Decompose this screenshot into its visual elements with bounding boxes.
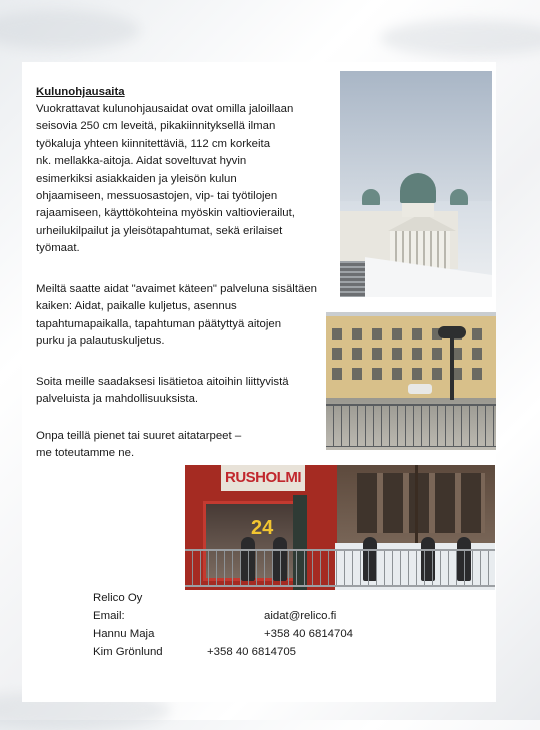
text-line: purku ja palautuskuljetus. [36,335,165,348]
paragraph-contact-prompt [36,374,289,409]
text-line: seisovia 250 cm leveitä, pikakiinnityksellä ilman [36,120,276,133]
text-line: ohjaamiseen, messuosastojen, vip- tai työtilojen [36,190,278,203]
company-name: Relico Oy [93,592,143,604]
text-line: Vuokrattavat kulunohjausaidat ovat omilla jaloillaan [36,103,294,115]
paragraph-closing [36,428,241,463]
section-title: Kulunohjausaita [36,86,125,98]
text-line: esimerkiksi asiakkaiden ja yleisön kulun [36,172,237,185]
email-address[interactable]: aidat@relico.fi [264,610,337,622]
storefront-photo [185,465,495,590]
text-line: nk. mellakka-aitoja. Aidat soveltuvat hyvin [36,155,247,168]
contact-person-1: Hannu Maja [93,628,155,640]
text-line: kaiken: Aidat, paikalle kuljetus, asennus [36,300,237,313]
square-fence-photo [326,312,496,450]
paragraph-description [36,101,295,258]
text-line: työmaat. [36,242,80,255]
text-line: rajaamiseen, käyttökohteina myöskin valtiovierailut, [36,207,295,220]
contact-person-2: Kim Grönlund [93,646,163,658]
text-line: Meiltä saatte aidat "avaimet käteen" palveluna sisältäen [36,283,317,295]
text-line: työkaluja yhteen kiinnitettäviä, 112 cm korkeita [36,137,271,150]
phone-number-2[interactable]: +358 40 6814705 [207,646,297,658]
text-line: me toteutamme ne. [36,447,135,460]
store-sign: RUSHOLMI [221,465,305,491]
background-feather [380,20,540,56]
text-line: urheilukilpailut ja yleisötapahtumat, sekä erilaiset [36,224,283,237]
text-line: tapahtumapaikalla, tapahtuman päätyttyä aitojen [36,317,282,330]
phone-number-1[interactable]: +358 40 6814704 [264,628,354,640]
text-line: Soita meille saadaksesi lisätietoa aitoihin liittyvistä [36,376,289,388]
store-window-number: 24 [251,517,274,539]
cathedral-photo [340,71,492,297]
background-feather [0,10,140,50]
email-label: Email: [93,610,125,622]
text-line: Onpa teillä pienet tai suuret aitatarpeet – [36,430,242,442]
text-line: palveluista ja mahdollisuuksista. [36,393,199,406]
paragraph-service [36,281,317,351]
